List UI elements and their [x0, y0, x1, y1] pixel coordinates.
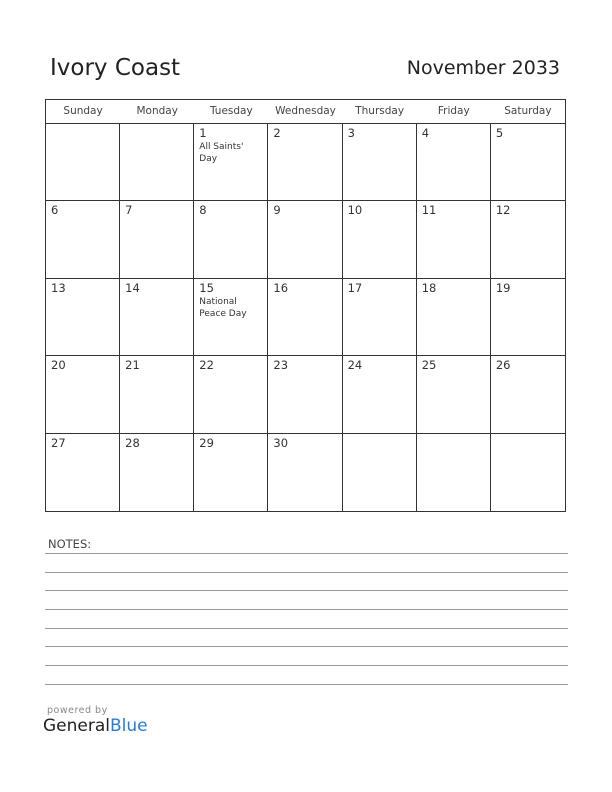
- day-cell: [46, 279, 120, 356]
- day-cell: [120, 356, 194, 433]
- weekday-header: Monday: [136, 105, 178, 117]
- day-number: 23: [273, 358, 289, 373]
- day-number: 12: [495, 203, 511, 218]
- generalblue-logo: [43, 716, 148, 736]
- day-cell: [491, 279, 565, 356]
- day-cell: [194, 124, 268, 201]
- calendar-grid: [45, 99, 566, 512]
- day-number: 20: [51, 358, 66, 373]
- day-number: 17: [347, 280, 363, 295]
- note-line: [45, 628, 568, 629]
- holiday-label: All Saints' Day: [199, 142, 244, 164]
- day-cell: [417, 434, 491, 511]
- day-cell: [194, 201, 268, 278]
- day-cell: [268, 279, 342, 356]
- day-number: 3: [347, 126, 355, 140]
- day-cell: [417, 124, 491, 201]
- day-number: 24: [347, 358, 363, 373]
- day-cell: [343, 279, 417, 356]
- note-line: [45, 590, 568, 591]
- day-number: 25: [421, 358, 437, 373]
- day-cell: [46, 201, 120, 278]
- day-number: 19: [495, 280, 511, 295]
- day-number: 8: [199, 203, 207, 218]
- day-cell: [343, 201, 417, 278]
- holiday-label: National Peace Day: [199, 296, 247, 319]
- day-cell: [194, 434, 268, 511]
- day-cell: [120, 201, 194, 278]
- note-line: [45, 684, 568, 685]
- day-cell: [194, 279, 268, 356]
- note-line: [45, 609, 568, 610]
- powered-by-text: powered by: [47, 705, 108, 716]
- day-cell: [417, 201, 491, 278]
- day-number: 13: [51, 280, 66, 295]
- day-cell: [120, 434, 194, 511]
- day-cell: [120, 279, 194, 356]
- day-cell: [491, 434, 565, 511]
- day-number: 2: [273, 126, 281, 140]
- day-number: 5: [495, 126, 504, 140]
- notes-label: NOTES:: [48, 537, 92, 551]
- page-title-month: November 2033: [406, 57, 560, 79]
- day-number: 11: [421, 203, 437, 218]
- brand-blue: Blue: [110, 716, 148, 736]
- day-number: 7: [125, 203, 133, 218]
- day-number: 14: [125, 280, 140, 295]
- day-number: 30: [273, 435, 289, 450]
- day-cell: [194, 356, 268, 433]
- day-cell: [268, 356, 342, 433]
- day-number: 1: [199, 126, 207, 140]
- weekday-header: Friday: [437, 105, 470, 117]
- day-number: 6: [51, 203, 59, 218]
- day-number: 9: [273, 203, 281, 218]
- weekday-header: Saturday: [504, 105, 552, 117]
- day-number: 29: [199, 435, 214, 450]
- day-cell: [268, 124, 342, 201]
- calendar-weeks: [46, 124, 565, 511]
- day-number: 16: [273, 280, 289, 295]
- day-number: 15: [199, 280, 214, 295]
- day-number: 10: [347, 203, 363, 218]
- day-cell: [46, 434, 120, 511]
- day-cell: [417, 356, 491, 433]
- day-cell: [491, 124, 565, 201]
- day-number: 22: [199, 358, 214, 373]
- day-cell: [343, 356, 417, 433]
- note-line: [45, 553, 568, 554]
- note-line: [45, 646, 568, 647]
- day-number: 21: [125, 358, 140, 373]
- weekday-header: Thursday: [355, 105, 405, 117]
- weekday-header: Wednesday: [275, 105, 336, 117]
- day-number: 27: [51, 435, 66, 450]
- day-number: 26: [495, 358, 511, 373]
- day-number: 28: [125, 435, 140, 450]
- day-number: 18: [421, 280, 437, 295]
- day-cell: [268, 201, 342, 278]
- day-cell: [491, 356, 565, 433]
- day-cell: [120, 124, 194, 201]
- weekday-header-row: [46, 100, 565, 124]
- day-cell: [343, 124, 417, 201]
- day-cell: [268, 434, 342, 511]
- page-title-country: Ivory Coast: [50, 55, 181, 81]
- note-line: [45, 572, 568, 573]
- note-line: [45, 665, 568, 666]
- day-cell: [343, 434, 417, 511]
- brand-general: General: [43, 716, 110, 736]
- weekday-header: Tuesday: [209, 105, 253, 117]
- day-cell: [46, 124, 120, 201]
- day-cell: [46, 356, 120, 433]
- day-cell: [417, 279, 491, 356]
- day-cell: [491, 201, 565, 278]
- day-number: 4: [421, 126, 430, 140]
- weekday-header: Sunday: [63, 105, 103, 117]
